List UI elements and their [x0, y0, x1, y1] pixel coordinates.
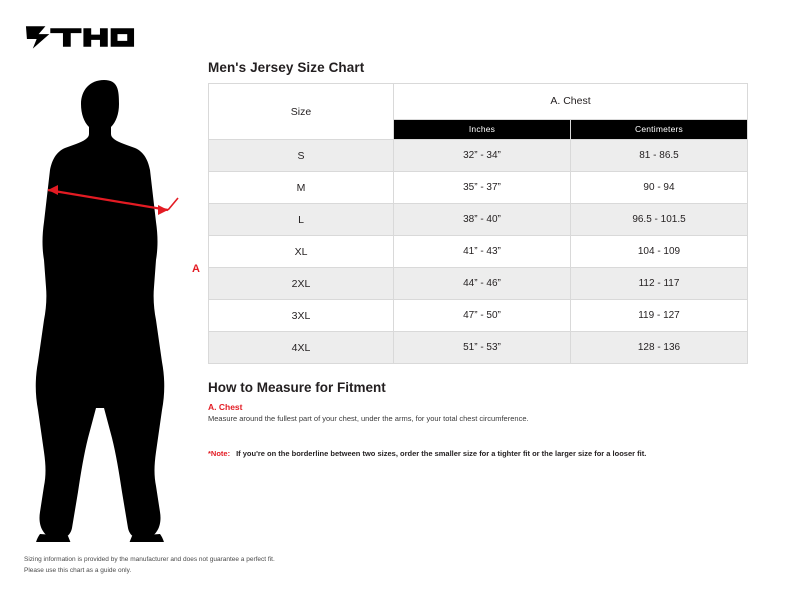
measure-item-text: Measure around the fullest part of your chest, under the arms, for your total chest circumference.: [208, 414, 529, 423]
header-size: Size: [209, 84, 394, 140]
cell-inches: 47” - 50”: [394, 300, 571, 332]
table-row: [209, 236, 748, 268]
cell-cm: 119 - 127: [571, 300, 748, 332]
footer-disclaimer: [24, 554, 275, 576]
how-to-measure-title: How to Measure for Fitment: [208, 380, 386, 395]
cell-cm: 81 - 86.5: [571, 140, 748, 172]
note-label: *Note:: [208, 448, 231, 458]
table-row: [209, 172, 748, 204]
size-chart-table: [208, 83, 748, 364]
cell-size: S: [209, 140, 394, 172]
how-to-measure-section: [208, 380, 780, 458]
cell-inches: 35” - 37”: [394, 172, 571, 204]
header-inches: Inches: [394, 119, 571, 139]
table-row: [209, 332, 748, 364]
cell-cm: 96.5 - 101.5: [571, 204, 748, 236]
cell-inches: 51” - 53”: [394, 332, 571, 364]
table-header: [209, 84, 748, 140]
cell-cm: 128 - 136: [571, 332, 748, 364]
page-title: Men's Jersey Size Chart: [208, 60, 365, 75]
table-row: [209, 268, 748, 300]
table-row: [209, 300, 748, 332]
male-body-silhouette-icon: [18, 72, 190, 542]
cell-size: L: [209, 204, 394, 236]
cell-size: 2XL: [209, 268, 394, 300]
note-text: If you're on the borderline between two sizes, order the smaller size for a tighter fit or the larger size for a looser fit.: [236, 448, 647, 458]
body-figure: [18, 72, 201, 542]
cell-cm: 112 - 117: [571, 268, 748, 300]
cell-size: 4XL: [209, 332, 394, 364]
measure-item-label: A. Chest: [208, 402, 243, 412]
table-row: [209, 140, 748, 172]
table-row: [209, 204, 748, 236]
footer-line-2: Please use this chart as a guide only.: [24, 566, 132, 574]
cell-inches: 38” - 40”: [394, 204, 571, 236]
chest-measure-label: A: [192, 263, 201, 275]
cell-size: XL: [209, 236, 394, 268]
header-chest-group: A. Chest: [394, 84, 748, 120]
note-block: [208, 449, 780, 458]
chart-content: [208, 60, 780, 458]
table-body: [209, 140, 748, 364]
cell-inches: 41” - 43”: [394, 236, 571, 268]
thor-logo: [24, 22, 136, 52]
cell-inches: 32” - 34”: [394, 140, 571, 172]
cell-cm: 90 - 94: [571, 172, 748, 204]
cell-size: M: [209, 172, 394, 204]
footer-line-1: Sizing information is provided by the manufacturer and does not guarantee a perfect fit.: [24, 555, 275, 563]
header-centimeters: Centimeters: [571, 119, 748, 139]
cell-inches: 44” - 46”: [394, 268, 571, 300]
cell-size: 3XL: [209, 300, 394, 332]
cell-cm: 104 - 109: [571, 236, 748, 268]
